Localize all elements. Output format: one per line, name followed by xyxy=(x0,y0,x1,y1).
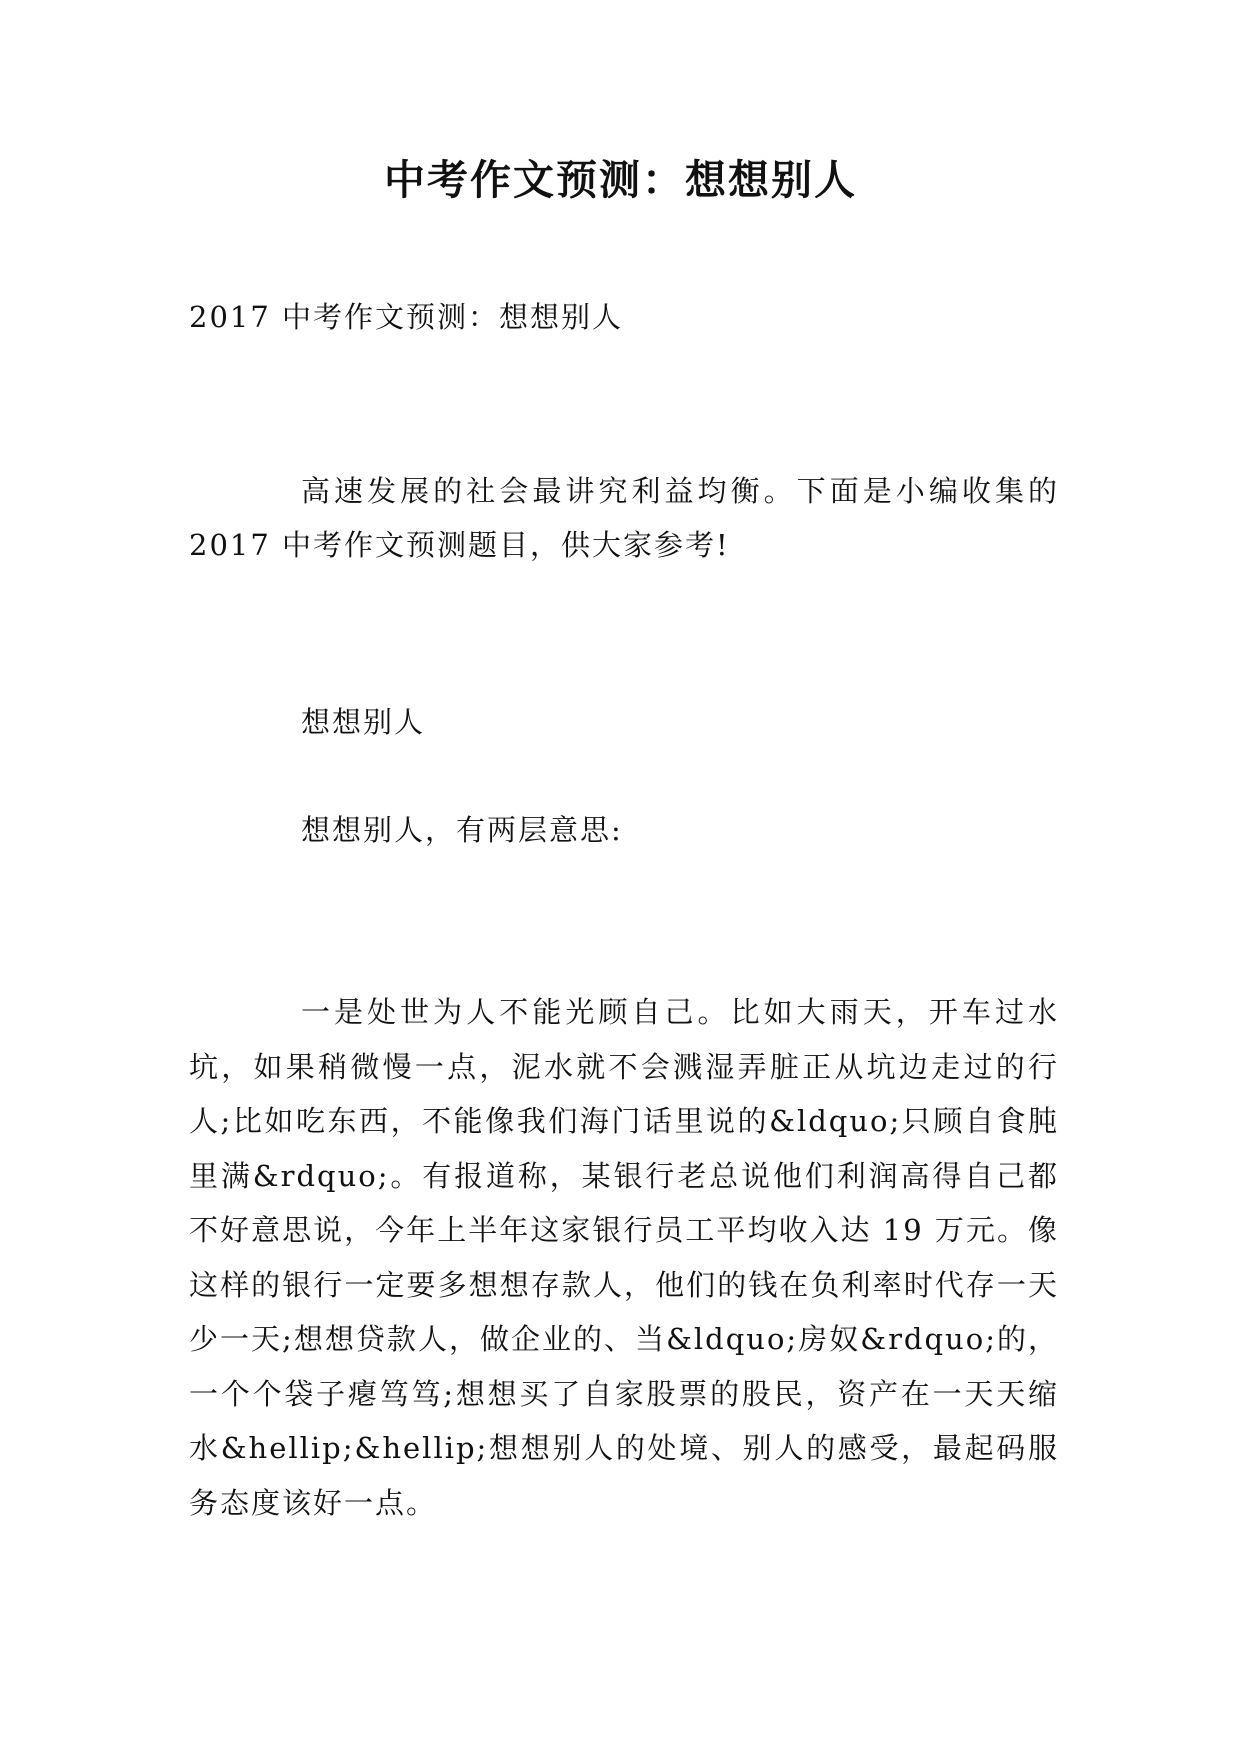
document-title: 中考作文预测：想想别人 xyxy=(384,156,857,204)
first-meaning-paragraph: 一是处世为人不能光顾自己。比如大雨天，开车过水坑，如果稍微慢一点，泥水就不会溅湿弄脏正从坑边走过的行人;比如吃东西，不能像我们海门话里说的&ldquo;只顾自食肫里满&rdquo;。有报道称，某银行老总说他们利润高得自己都不好意思说，今年上半年这家银行员工平均收入达 19 万元。像这样的银行一定要多想想存款人，他们的钱在负利率时代存一天少一天;想想贷款人，做企业的、当&ldquo;房奴&rdquo;的，一个个袋子瘪笃笃;想想买了自家股票的股民，资产在一天天缩水&hellip;&hellip;想想别人的处境、别人的感受，最起码服务态度该好一点。 xyxy=(189,995,1059,1520)
intro-paragraph: 高速发展的社会最讲究利益均衡。下面是小编收集的 2017 中考作文预测题目，供大家参考! xyxy=(189,474,1059,562)
essay-heading: 想想别人 xyxy=(301,705,426,739)
meaning-line: 想想别人，有两层意思: xyxy=(301,813,623,847)
document-subtitle: 2017 中考作文预测：想想别人 xyxy=(189,300,624,334)
